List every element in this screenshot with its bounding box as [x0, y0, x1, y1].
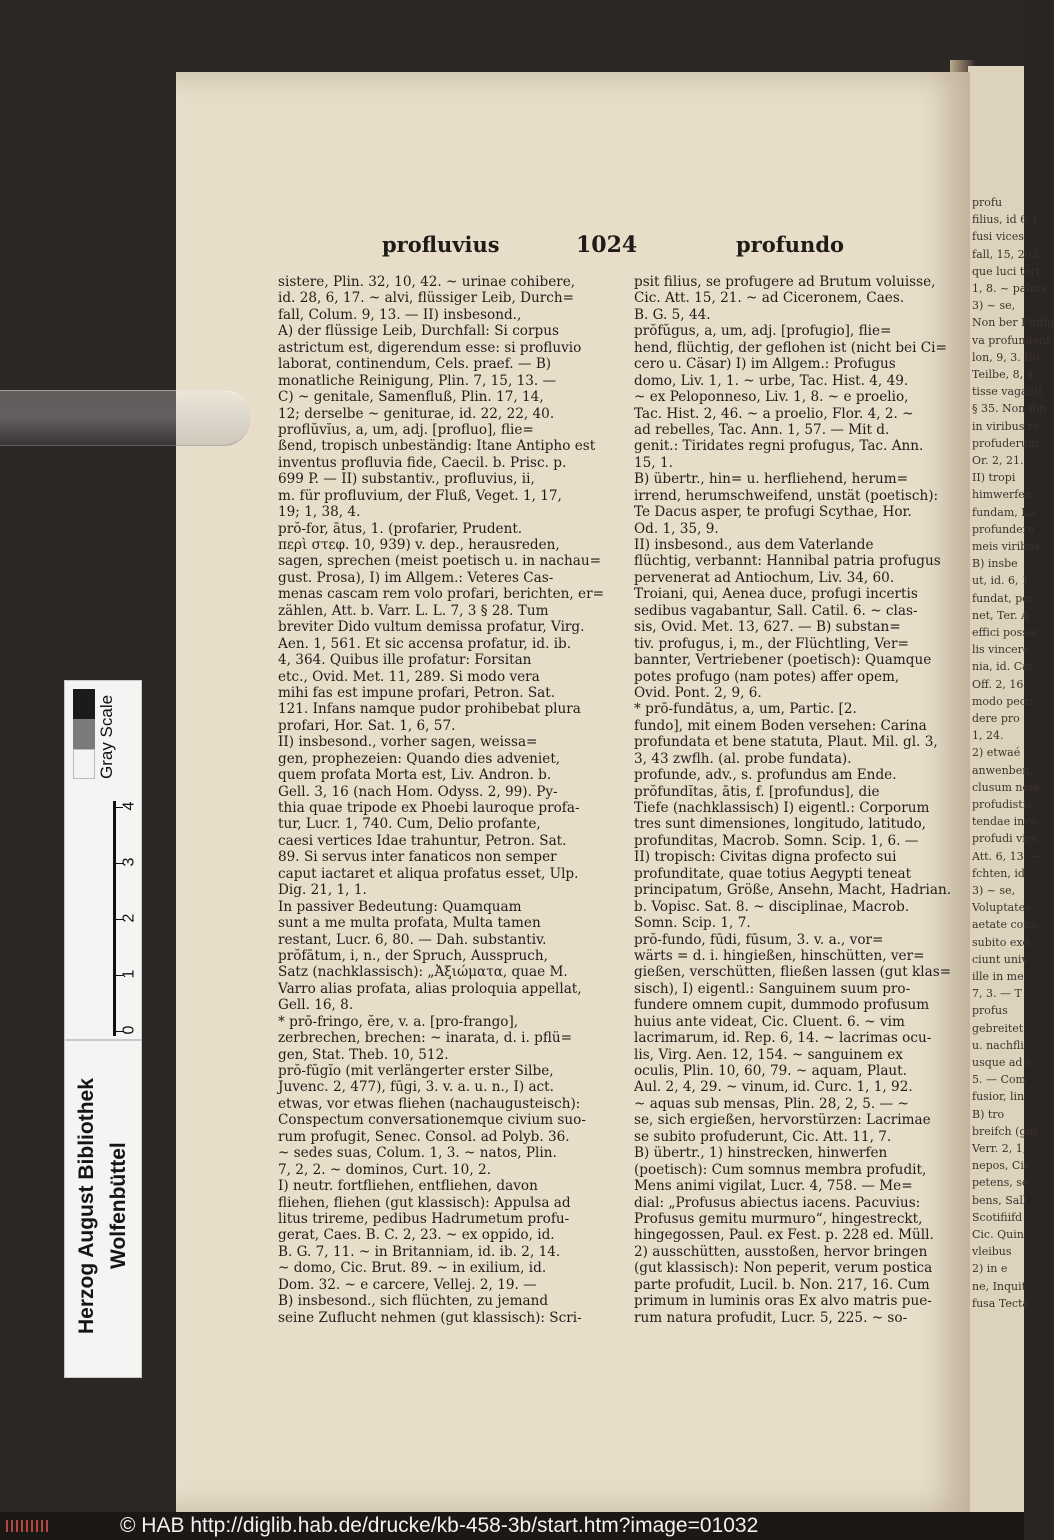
text-line: B. G. 7, 11. ~ in Britanniam, id. ib. 2, 14.: [278, 1243, 561, 1260]
adjacent-page-fragment: Or. 2, 21.: [972, 454, 1024, 467]
text-line: ~ domo, Cic. Brut. 89. ~ in exilium, id.: [278, 1260, 547, 1277]
text-line: 7, 2, 2. ~ dominos, Curt. 10, 2.: [278, 1161, 491, 1178]
text-line: oculis, Plin. 10, 60, 79. ~ aquam, Plaut.: [634, 1063, 907, 1079]
adjacent-page-fragment: 7, 3. — T: [972, 987, 1022, 1001]
text-line: principatum, Größe, Ansehn, Macht, Hadrian.: [634, 882, 952, 899]
text-line: Cic. Att. 15, 21. ~ ad Ciceronem, Caes.: [634, 290, 905, 307]
adjacent-page-fragment: effici posse:: [972, 626, 1039, 639]
text-line: sunt a me multa profata, Multa tamen: [278, 915, 541, 932]
text-line: parte profudit, Lucil. b. Non. 217, 16. Cum: [634, 1276, 930, 1293]
dictionary-page: [176, 72, 970, 1512]
text-line: huius ante videat, Cic. Cluent. 6. ~ vim: [634, 1013, 905, 1030]
text-line: mihi fas est impune profari, Petron. Sat.: [278, 684, 556, 701]
adjacent-page-fragment: 3) ~ se,: [972, 884, 1016, 897]
text-line: 699 P. — II) substantiv., profluvius, ii,: [278, 471, 535, 488]
adjacent-page-fragment: in viribus re: [972, 419, 1040, 433]
text-line: rum natura profudit, Lucr. 5, 225. ~ so-: [634, 1309, 908, 1326]
left-headword: profluvius: [382, 232, 500, 257]
white-swatch: [73, 749, 95, 779]
adjacent-page-fragment: fusior, lin: [972, 1090, 1025, 1104]
text-line: B) übertr., 1) hinstrecken, hinwerfen: [634, 1145, 888, 1162]
adjacent-page-fragment: Voluptates: [972, 901, 1031, 915]
text-line: B) übertr., hin= u. herfliehend, herum=: [634, 471, 908, 488]
adjacent-page-fragment: que luci teri: [972, 264, 1040, 278]
text-line: 89. Si servus inter fanaticos non semper: [278, 849, 557, 866]
right-headword: profundo: [736, 232, 845, 257]
text-line: Aul. 2, 4, 29. ~ vinum, id. Curc. 1, 1, 92.: [634, 1079, 913, 1096]
text-line: 15, 1.: [634, 454, 673, 471]
text-line: Gell. 3, 16 (nach Hom. Odyss. 2, 99). Py-: [278, 783, 558, 800]
text-line: gießen, verschütten, fließen lassen (gut klas=: [634, 964, 952, 981]
text-line: Ovid. Pont. 2, 9, 6.: [634, 684, 762, 701]
text-line: monatliche Reinigung, Plin. 7, 15, 13. —: [278, 372, 557, 389]
text-line: primum in luminis oras Ex alvo matris pue-: [634, 1293, 932, 1310]
adjacent-page-fragment: nia, id. Cat: [972, 660, 1034, 674]
text-line: thia quae tripode ex Phoebi lauroque profa-: [278, 800, 580, 816]
text-line: ~ aquas sub mensas, Plin. 28, 2, 5. — ~: [634, 1095, 909, 1112]
text-line: flüchtig, verbannt: Hannibal patria profugus: [634, 553, 941, 570]
adjacent-page-fragment: 5. — Com: [972, 1073, 1026, 1087]
adjacent-page-fragment: Verr. 2, 1,: [972, 1142, 1027, 1155]
text-line: gen, prophezeien: Quando dies adveniet,: [278, 750, 561, 767]
text-line: profunde, adv., s. profundus am Ende.: [634, 767, 897, 784]
ruler-tick-label: 3: [120, 857, 138, 867]
text-line: prŏ-fundo, fūdi, fūsum, 3. v. a., vor=: [634, 931, 884, 948]
adjacent-page-fragment: meis viribus: [972, 540, 1040, 553]
adjacent-page-fragment: subito exo: [972, 935, 1030, 949]
adjacent-page-fragment: B) tro: [972, 1107, 1005, 1121]
ruler-tick-label: 1: [120, 969, 138, 979]
gray-swatch: [73, 719, 95, 749]
text-line: restant, Lucr. 6, 80. — Dah. substantiv.: [278, 931, 547, 948]
library-name: [71, 1041, 135, 1371]
text-line: ~ ex Peloponneso, Liv. 1, 8. ~ e proelio,: [634, 389, 909, 406]
ruler-tick-label: 4: [120, 801, 138, 811]
text-line: inventus profluvia fide, Caecil. b. Prisc. p.: [278, 454, 567, 471]
adjacent-page-fragment: lon, 9, 3. Bo: [972, 350, 1039, 364]
adjacent-page-fragment: clusum nefa: [972, 780, 1040, 794]
text-line: se subito profuderunt, Cic. Att. 11, 7.: [634, 1128, 892, 1145]
adjacent-page-fragment: 2) etwaé: [972, 746, 1021, 760]
adjacent-page-fragment: fall, 15, 202.: [972, 247, 1043, 261]
text-line: zählen, Att. b. Varr. L. L. 7, 3 § 28. Tum: [278, 602, 549, 619]
text-line: Dom. 32. ~ e carcere, Vellej. 2, 19. —: [278, 1276, 537, 1293]
text-line: profunditate, quae totius Aegypti teneat: [634, 865, 912, 882]
library-name-line2: Wolfenbüttel: [107, 1142, 130, 1270]
adjacent-page-fragment: 1, 8. ~ palma: [972, 282, 1047, 295]
text-line: sisch), I) eigentl.: Sanguinem suum pro-: [634, 980, 911, 997]
text-line: 121. Infans namque pudor prohibebat plura: [278, 701, 581, 718]
text-line: 19; 1, 38, 4.: [278, 504, 361, 521]
text-line: Od. 1, 35, 9.: [634, 520, 719, 537]
adjacent-page-fragment: ille in me: [972, 970, 1024, 983]
text-line: fall, Colum. 9, 13. — II) insbesond.,: [278, 306, 522, 323]
text-line: Varro alias profata, alias proloquia appellat,: [278, 980, 582, 997]
text-line: Troiani, qui, Aenea duce, profugi incertis: [634, 586, 918, 603]
text-line: Dig. 21, 1, 1.: [278, 882, 367, 899]
text-line: hend, flüchtig, der geflohen ist (nicht bei Ci=: [634, 339, 947, 356]
page-number: 1024: [576, 232, 638, 258]
text-line: laborat, continendum, Cels. praef. — B): [278, 356, 552, 373]
text-line: irrend, herumschweifend, unstät (poetisch):: [634, 487, 939, 504]
adjacent-page-fragment: gebreitet,: [972, 1021, 1027, 1035]
text-line: astrictum est, digerendum esse: si profluvio: [278, 339, 582, 356]
text-line: menas cascam rem volo profari, berichten, er=: [278, 586, 604, 603]
text-line: ~ sedes suas, Colum. 1, 3. ~ natos, Plin.: [278, 1145, 557, 1162]
text-line: ad rebelles, Tac. Ann. 1, 57. — Mit d.: [634, 421, 890, 438]
text-line: fundere omnem cupit, dummodo profusum: [634, 997, 930, 1014]
text-line: II) tropisch: Civitas digna profecto sui: [634, 849, 897, 866]
text-line: prŏ-for, ātus, 1. (profarier, Prudent.: [278, 520, 523, 537]
text-line: gust. Prosa), I) im Allgem.: Veteres Cas-: [278, 569, 554, 586]
text-line: Juvenc. 2, 477), fūgi, 3. v. a. u. n., I) act.: [278, 1079, 554, 1096]
text-line: gerat, Caes. B. C. 2, 23. ~ ex oppido, id.: [278, 1227, 555, 1244]
gray-scale-ruler: [64, 680, 142, 1040]
text-line: Profusus gemitu murmuro“, hingestreckt,: [634, 1210, 923, 1227]
adjacent-page: [968, 66, 1054, 1512]
text-line: Tac. Hist. 2, 46. ~ a proelio, Flor. 4, 2. ~: [634, 405, 914, 422]
text-line: sistere, Plin. 32, 10, 42. ~ urinae cohibere,: [278, 274, 576, 290]
gray-swatches: [73, 689, 95, 779]
adjacent-page-fragment: Teilbe, 8, 4,: [972, 368, 1038, 381]
text-line: seine Zuflucht nehmen (gut klassisch): Scri-: [278, 1309, 582, 1326]
adjacent-page-fragment: u. nachfli: [972, 1038, 1024, 1052]
text-line: II) insbesond., aus dem Vaterlande: [634, 537, 874, 553]
text-line: se, sich ergießen, hervorstürzen: Lacrimae: [634, 1112, 931, 1129]
text-line: Mens animi vigilat, Lucr. 4, 758. — Me=: [634, 1178, 913, 1195]
adjacent-page-fragment: profus: [972, 1004, 1008, 1018]
text-line: Satz (nachklassisch): „Ἀξιώματα, quae M.: [278, 964, 568, 981]
adjacent-page-fragment: fundat, per: [972, 591, 1035, 605]
adjacent-page-fragment: profudi vire: [972, 832, 1038, 846]
adjacent-page-fragment: fusa Tecta: [972, 1296, 1029, 1310]
text-line: tiv. profugus, i, m., der Flüchtling, Ver=: [634, 635, 909, 652]
text-line: B. G. 5, 44.: [634, 306, 711, 323]
text-line: litus trireme, pedibus Hadrumetum profu-: [278, 1210, 570, 1227]
adjacent-page-fragment: lis vincere,: [972, 643, 1033, 657]
text-line: proflŭvĭus, a, um, adj. [profluo], flie=: [278, 421, 534, 438]
ruler-tick-label: 2: [120, 913, 138, 923]
text-line: pervenerat ad Antiochum, Liv. 34, 60.: [634, 569, 895, 586]
text-line: 3, 43 zwflh. (al. probe fundata).: [634, 750, 852, 767]
text-line: C) ~ genitale, Samenfluß, Plin. 17, 14,: [278, 389, 544, 406]
adjacent-page-fragment: tisse vagauit: [972, 385, 1043, 399]
text-line: Aen. 1, 561. Et sic accensa profatur, id. ib.: [278, 635, 572, 652]
adjacent-page-fragment: tendae inve: [972, 815, 1037, 829]
text-line: etwas, vor etwas fliehen (nachaugusteisch):: [278, 1095, 581, 1112]
adjacent-page-fragment: ut, id. 6, 1: [972, 574, 1030, 588]
text-line: Tiefe (nachklassisch) I) eigentl.: Corporum: [634, 800, 930, 816]
text-line: sedibus vagabantur, Sall. Catil. 6. ~ clas-: [634, 602, 918, 619]
adjacent-page-fragment: bens, Sall: [972, 1193, 1027, 1207]
text-line: lis, Virg. Aen. 12, 154. ~ sanguinem ex: [634, 1046, 903, 1063]
text-line: domo, Liv. 1, 1. ~ urbe, Tac. Hist. 4, 49.: [634, 372, 909, 389]
text-line: quem profata Morta est, Liv. Andron. b.: [278, 767, 552, 784]
adjacent-page-fragment: anwenben,: [972, 763, 1033, 777]
adjacent-page-fragment: ciunt univ: [972, 952, 1028, 966]
adjacent-page-fragment: Scotifiifd: [972, 1210, 1023, 1224]
text-line: Gell. 16, 8.: [278, 997, 354, 1014]
text-line: dial: „Profusus abiectus iacens. Pacuvius:: [634, 1194, 921, 1211]
footer-bar: [0, 1512, 1024, 1540]
adjacent-page-fragment: himwerfen:: [972, 488, 1036, 502]
text-line: profundata et bene statuta, Plaut. Mil. gl. 3,: [634, 734, 938, 751]
text-line: prŏfŭgus, a, um, adj. [profugio], flie=: [634, 323, 892, 340]
text-line: * prō-fundātus, a, um, Partic. [2.: [634, 701, 857, 718]
adjacent-page-fragment: profu: [972, 196, 1003, 209]
right-column: [634, 274, 964, 1326]
page-header: [176, 232, 970, 262]
text-line: psit filius, se profugere ad Brutum voluisse,: [634, 274, 936, 290]
adjacent-page-fragment: breifch (gut: [972, 1124, 1038, 1138]
text-line: wärts = d. i. hingießen, hinschütten, ver=: [634, 947, 925, 964]
text-line: zerbrechen, brechen: ~ inarata, d. i. pflü=: [278, 1030, 573, 1047]
adjacent-page-fragment: profuderunt: [972, 436, 1040, 450]
left-column: [278, 274, 608, 1326]
text-line: Somn. Scip. 1, 7.: [634, 915, 751, 932]
text-line: sagen, sprechen (meist poetisch u. in nachau=: [278, 553, 601, 570]
text-line: 12; derselbe ~ geniturae, id. 22, 22, 40.: [278, 405, 555, 422]
adjacent-page-fragment: dere pro: [972, 712, 1020, 725]
text-line: prŏ-fŭgĭo (mit verlängerter erster Silbe,: [278, 1063, 554, 1079]
text-line: * prō-fringo, ĕre, v. a. [pro-frango],: [278, 1013, 519, 1030]
ruler-ticks: [113, 801, 141, 1036]
text-line: A) der flüssige Leib, Durchfall: Si corpus: [278, 323, 559, 340]
text-line: id. 28, 6, 17. ~ alvi, flüssiger Leib, Durch=: [278, 290, 575, 307]
text-line: prŏfundĭtas, ātis, f. [profundus], die: [634, 783, 880, 800]
text-line: b. Vopisc. Sat. 8. ~ disciplinae, Macrob.: [634, 898, 910, 915]
footer-credit: © HAB http://diglib.hab.de/drucke/kb-458-3b/start.htm?image=01032: [120, 1514, 759, 1537]
adjacent-page-fragment: 3) ~ se,: [972, 299, 1016, 313]
adjacent-page-fragment: filius, id 6,4: [972, 213, 1038, 227]
footer-logo-icon: [6, 1520, 48, 1532]
adjacent-page-fragment: aetate cons: [972, 918, 1036, 932]
text-line: 2) ausschütten, ausstoßen, hervor bringen: [634, 1243, 928, 1260]
text-line: caput iactaret et aliqua profatus esset, Ulp.: [278, 865, 579, 882]
text-line: 4, 364. Quibus ille profatur: Forsitan: [278, 652, 532, 669]
adjacent-page-fragment: ne, Inquit: [972, 1279, 1027, 1293]
library-label: [64, 1040, 142, 1378]
text-line: m. für profluvium, der Fluß, Veget. 1, 17,: [278, 487, 562, 504]
text-line: In passiver Bedeutung: Quamquam: [278, 898, 522, 915]
text-line: II) insbesond., vorher sagen, weissa=: [278, 734, 538, 751]
glass-weight-strip: [0, 390, 250, 446]
text-line: caesi vertices Idae trahuntur, Petron. Sat.: [278, 832, 567, 849]
text-line: tur, Lucr. 1, 740. Cum, Delio profante,: [278, 816, 541, 833]
text-line: tres sunt dimensiones, longitudo, latitudo,: [634, 816, 927, 833]
adjacent-page-fragment: profudistis,: [972, 798, 1036, 811]
adjacent-page-fragment: § 35. Non ibn: [972, 402, 1047, 416]
adjacent-page-fragment: net, Ter. A: [972, 608, 1029, 622]
text-line: περὶ στεφ. 10, 939) v. dep., herausreden,: [278, 537, 560, 553]
gray-scale-label: Gray Scale: [97, 694, 116, 780]
text-line: fliehen, fliehen (gut klassisch): Appulsa ad: [278, 1194, 571, 1211]
text-line: bannter, Vertriebener (poetisch): Quamque: [634, 652, 932, 669]
text-line: sis, Ovid. Met. 13, 627. — B) substan=: [634, 619, 901, 636]
text-line: Conspectum conversationemque civium suo-: [278, 1112, 586, 1129]
adjacent-page-fragment: fundam, Lo: [972, 505, 1036, 519]
text-line: profunditas, Macrob. Somn. Scip. 1, 6. —: [634, 832, 919, 849]
black-swatch: [73, 689, 95, 719]
text-line: breviter Dido vultum demissa profatur, Virg.: [278, 619, 585, 636]
adjacent-page-fragment: va profundent: [972, 333, 1051, 347]
text-line: I) neutr. fortfliehen, entfliehen, davon: [278, 1178, 538, 1195]
ruler-tick-label: 0: [120, 1025, 138, 1035]
adjacent-page-fragment: modo pecu: [972, 694, 1034, 708]
text-line: potes profugo (nam potes) affer opem,: [634, 668, 900, 685]
text-line: B) insbesond., sich flüchten, zu jemand: [278, 1293, 549, 1310]
library-name-line1: Herzog August Bibliothek: [75, 1078, 98, 1334]
text-line: Te Dacus asper, te profugi Scythae, Hor.: [634, 504, 912, 521]
adjacent-page-fragment: Cic. Quin: [972, 1228, 1024, 1241]
adjacent-page-fragment: nepos, Cic: [972, 1159, 1030, 1173]
adjacent-page-fragment: petens, se: [972, 1176, 1029, 1190]
text-line: rum profugit, Senec. Consol. ad Polyb. 36.: [278, 1128, 570, 1145]
adjacent-page-fragment: usque ad c: [972, 1056, 1033, 1069]
text-line: genit.: Tiridates regni profugus, Tac. Ann.: [634, 438, 924, 455]
adjacent-page-fragment: 2) in e: [972, 1262, 1008, 1276]
text-line: profari, Hor. Sat. 1, 6, 57.: [278, 717, 456, 734]
text-line: etc., Ovid. Met. 11, 289. Si modo vera: [278, 668, 540, 685]
adjacent-page-fragment: vleibus: [972, 1245, 1012, 1259]
adjacent-page-fragment: fusi vices,: [972, 230, 1028, 244]
text-line: lacrimarum, id. Rep. 6, 14. ~ lacrimas ocu-: [634, 1030, 932, 1047]
adjacent-page-fragment: profundere: [972, 522, 1035, 536]
text-line: prŏfātum, i, n., der Spruch, Ausspruch,: [278, 947, 548, 964]
adjacent-page-fragment: fchten, id.: [972, 866, 1029, 880]
text-line: fundo], mit einem Boden versehen: Carina: [634, 717, 927, 734]
text-line: cero u. Cäsar) I) im Allgem.: Profugus: [634, 356, 896, 373]
adjacent-page-fragment: Att. 6, 13. ~: [972, 849, 1040, 863]
text-line: gen, Stat. Theb. 10, 512.: [278, 1046, 449, 1063]
adjacent-page-fragment: II) tropi: [972, 471, 1016, 485]
adjacent-page-fragment: Off. 2, 16.: [972, 677, 1027, 691]
text-line: (poetisch): Cum somnus membra profudit,: [634, 1161, 927, 1178]
adjacent-page-fragment: 1, 24.: [972, 729, 1004, 743]
text-line: ßend, tropisch unbeständig: Itane Antipho est: [278, 438, 596, 455]
adjacent-page-fragment: Non ber Fuffig: [972, 316, 1054, 330]
text-line: hingegossen, Paul. ex Fest. p. 228 ed. Müll.: [634, 1227, 934, 1244]
text-line: (gut klassisch): Non peperit, verum postica: [634, 1260, 933, 1277]
adjacent-page-fragment: B) insbe: [972, 557, 1018, 571]
